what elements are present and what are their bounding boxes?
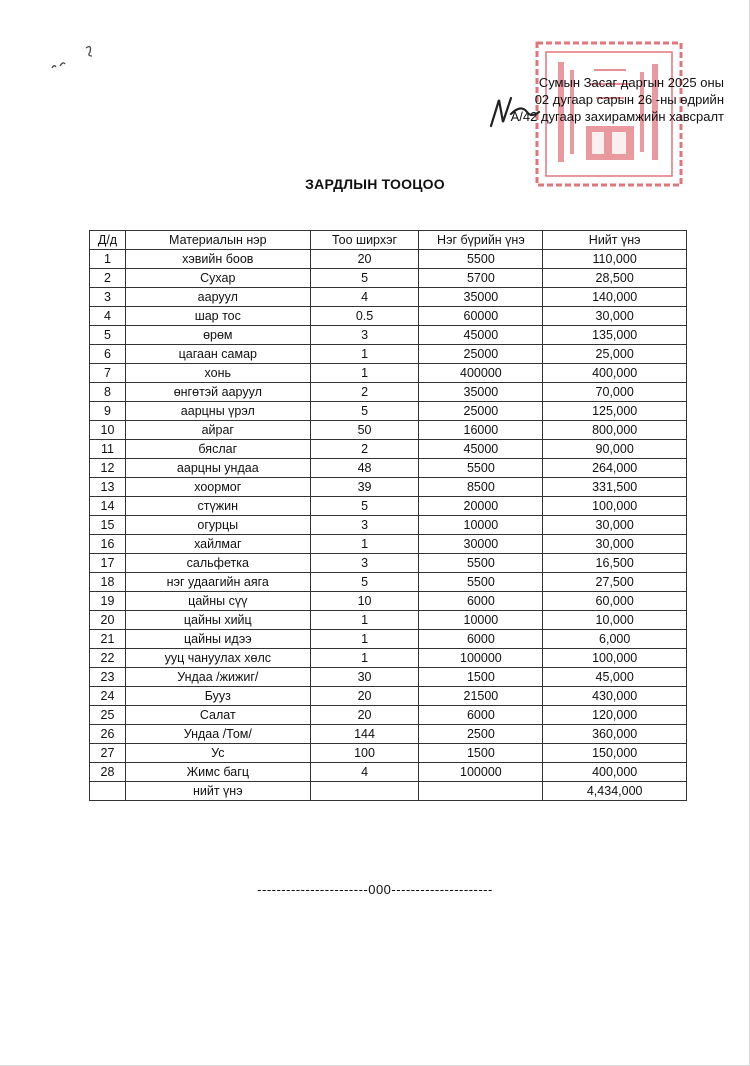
quantity-cell: 5: [310, 402, 419, 421]
total-price-cell: 800,000: [543, 421, 687, 440]
row-number-cell: 4: [90, 307, 126, 326]
quantity-cell: 3: [310, 516, 419, 535]
material-name-cell: огурцы: [125, 516, 310, 535]
end-separator: -----------------------000---------------------: [257, 882, 493, 897]
table-row: [90, 535, 687, 554]
quantity-cell: 20: [310, 250, 419, 269]
unit-price-cell: 1500: [419, 744, 543, 763]
row-number-cell: 19: [90, 592, 126, 611]
row-number-cell: 28: [90, 763, 126, 782]
unit-price-cell: 20000: [419, 497, 543, 516]
material-name-cell: хайлмаг: [125, 535, 310, 554]
quantity-cell: 1: [310, 345, 419, 364]
row-number-cell: 18: [90, 573, 126, 592]
material-name-cell: Жимс багц: [125, 763, 310, 782]
total-price-cell: 140,000: [543, 288, 687, 307]
total-price-cell: 70,000: [543, 383, 687, 402]
table-row: [90, 402, 687, 421]
material-name-cell: Бууз: [125, 687, 310, 706]
row-number-cell: 27: [90, 744, 126, 763]
unit-price-cell: 100000: [419, 649, 543, 668]
row-number-cell: 24: [90, 687, 126, 706]
total-price-cell: 45,000: [543, 668, 687, 687]
table-row: [90, 706, 687, 725]
unit-price-cell: 6000: [419, 706, 543, 725]
total-price-cell: 430,000: [543, 687, 687, 706]
unit-price-cell: 35000: [419, 383, 543, 402]
expense-table: [89, 230, 687, 801]
header-quantity: Тоо ширхэг: [310, 231, 419, 250]
total-price-cell: 400,000: [543, 364, 687, 383]
quantity-cell: 4: [310, 288, 419, 307]
table-row: [90, 630, 687, 649]
unit-price-cell: 10000: [419, 516, 543, 535]
material-name-cell: цайны сүү: [125, 592, 310, 611]
unit-price-cell: 5500: [419, 573, 543, 592]
unit-price-cell: 2500: [419, 725, 543, 744]
quantity-cell: 144: [310, 725, 419, 744]
table-row: [90, 440, 687, 459]
material-name-cell: Сухар: [125, 269, 310, 288]
total-value: 4,434,000: [543, 782, 687, 801]
material-name-cell: шар тос: [125, 307, 310, 326]
unit-price-cell: 400000: [419, 364, 543, 383]
unit-price-cell: 100000: [419, 763, 543, 782]
total-price-cell: 100,000: [543, 497, 687, 516]
signature: [485, 92, 545, 132]
material-name-cell: хонь: [125, 364, 310, 383]
row-number-cell: 5: [90, 326, 126, 345]
row-number-cell: 26: [90, 725, 126, 744]
total-price-cell: 120,000: [543, 706, 687, 725]
total-empty-cell: [90, 782, 126, 801]
material-name-cell: өрөм: [125, 326, 310, 345]
total-price-cell: 150,000: [543, 744, 687, 763]
handwritten-mark: [48, 40, 108, 76]
quantity-cell: 3: [310, 554, 419, 573]
row-number-cell: 21: [90, 630, 126, 649]
unit-price-cell: 6000: [419, 630, 543, 649]
material-name-cell: цагаан самар: [125, 345, 310, 364]
total-price-cell: 125,000: [543, 402, 687, 421]
row-number-cell: 25: [90, 706, 126, 725]
header-material-name: Материалын нэр: [125, 231, 310, 250]
quantity-cell: 1: [310, 611, 419, 630]
table-row: [90, 687, 687, 706]
row-number-cell: 15: [90, 516, 126, 535]
row-number-cell: 14: [90, 497, 126, 516]
table-row: [90, 478, 687, 497]
total-empty-cell: [419, 782, 543, 801]
material-name-cell: аарцны үрэл: [125, 402, 310, 421]
material-name-cell: айраг: [125, 421, 310, 440]
unit-price-cell: 16000: [419, 421, 543, 440]
total-price-cell: 27,500: [543, 573, 687, 592]
total-price-cell: 331,500: [543, 478, 687, 497]
quantity-cell: 20: [310, 687, 419, 706]
material-name-cell: стүжин: [125, 497, 310, 516]
total-price-cell: 60,000: [543, 592, 687, 611]
table-row: [90, 326, 687, 345]
material-name-cell: хэвийн боов: [125, 250, 310, 269]
row-number-cell: 9: [90, 402, 126, 421]
quantity-cell: 1: [310, 364, 419, 383]
header-unit-price: Нэг бүрийн үнэ: [419, 231, 543, 250]
total-label: нийт үнэ: [125, 782, 310, 801]
unit-price-cell: 21500: [419, 687, 543, 706]
unit-price-cell: 5500: [419, 554, 543, 573]
material-name-cell: нэг удаагийн аяга: [125, 573, 310, 592]
table-row: [90, 668, 687, 687]
quantity-cell: 3: [310, 326, 419, 345]
row-number-cell: 16: [90, 535, 126, 554]
material-name-cell: цайны хийц: [125, 611, 310, 630]
row-number-cell: 1: [90, 250, 126, 269]
quantity-cell: 1: [310, 630, 419, 649]
table-row: [90, 744, 687, 763]
row-number-cell: 7: [90, 364, 126, 383]
material-name-cell: Ус: [125, 744, 310, 763]
total-price-cell: 90,000: [543, 440, 687, 459]
quantity-cell: 48: [310, 459, 419, 478]
total-row: [90, 782, 687, 801]
unit-price-cell: 5500: [419, 250, 543, 269]
total-price-cell: 10,000: [543, 611, 687, 630]
unit-price-cell: 25000: [419, 402, 543, 421]
total-price-cell: 30,000: [543, 535, 687, 554]
quantity-cell: 100: [310, 744, 419, 763]
decree-line-3: А/42 дугаар захирамжийн хавсралт: [510, 109, 724, 124]
total-price-cell: 25,000: [543, 345, 687, 364]
unit-price-cell: 45000: [419, 440, 543, 459]
quantity-cell: 1: [310, 649, 419, 668]
unit-price-cell: 30000: [419, 535, 543, 554]
total-price-cell: 100,000: [543, 649, 687, 668]
unit-price-cell: 5500: [419, 459, 543, 478]
table-row: [90, 497, 687, 516]
header-total-price: Нийт үнэ: [543, 231, 687, 250]
quantity-cell: 5: [310, 573, 419, 592]
table-row: [90, 345, 687, 364]
material-name-cell: сальфетка: [125, 554, 310, 573]
decree-annex-note: [404, 74, 724, 125]
row-number-cell: 3: [90, 288, 126, 307]
unit-price-cell: 10000: [419, 611, 543, 630]
unit-price-cell: 60000: [419, 307, 543, 326]
quantity-cell: 39: [310, 478, 419, 497]
total-price-cell: 16,500: [543, 554, 687, 573]
material-name-cell: бяслаг: [125, 440, 310, 459]
unit-price-cell: 45000: [419, 326, 543, 345]
table-row: [90, 573, 687, 592]
quantity-cell: 10: [310, 592, 419, 611]
row-number-cell: 22: [90, 649, 126, 668]
table-row: [90, 288, 687, 307]
table-row: [90, 516, 687, 535]
row-number-cell: 12: [90, 459, 126, 478]
row-number-cell: 10: [90, 421, 126, 440]
total-price-cell: 110,000: [543, 250, 687, 269]
material-name-cell: өнгөтэй ааруул: [125, 383, 310, 402]
quantity-cell: 4: [310, 763, 419, 782]
total-price-cell: 360,000: [543, 725, 687, 744]
material-name-cell: Ундаа /Том/: [125, 725, 310, 744]
quantity-cell: 5: [310, 269, 419, 288]
material-name-cell: хоормог: [125, 478, 310, 497]
row-number-cell: 6: [90, 345, 126, 364]
material-name-cell: цайны идээ: [125, 630, 310, 649]
quantity-cell: 2: [310, 440, 419, 459]
material-name-cell: ууц чануулах хөлс: [125, 649, 310, 668]
document-title: ЗАРДЛЫН ТООЦОО: [305, 176, 445, 192]
table-row: [90, 307, 687, 326]
row-number-cell: 13: [90, 478, 126, 497]
unit-price-cell: 1500: [419, 668, 543, 687]
unit-price-cell: 5700: [419, 269, 543, 288]
row-number-cell: 23: [90, 668, 126, 687]
table-row: [90, 611, 687, 630]
table-row: [90, 421, 687, 440]
table-row: [90, 250, 687, 269]
row-number-cell: 11: [90, 440, 126, 459]
total-price-cell: 264,000: [543, 459, 687, 478]
total-price-cell: 30,000: [543, 516, 687, 535]
material-name-cell: аарцны ундаа: [125, 459, 310, 478]
material-name-cell: Салат: [125, 706, 310, 725]
decree-line-2: 02 дугаар сарын 26 -ны өдрийн: [534, 92, 724, 107]
quantity-cell: 30: [310, 668, 419, 687]
total-price-cell: 30,000: [543, 307, 687, 326]
unit-price-cell: 6000: [419, 592, 543, 611]
total-empty-cell: [310, 782, 419, 801]
unit-price-cell: 8500: [419, 478, 543, 497]
row-number-cell: 20: [90, 611, 126, 630]
total-price-cell: 400,000: [543, 763, 687, 782]
table-header-row: [90, 231, 687, 250]
quantity-cell: 2: [310, 383, 419, 402]
quantity-cell: 20: [310, 706, 419, 725]
table-row: [90, 649, 687, 668]
quantity-cell: 0.5: [310, 307, 419, 326]
table-row: [90, 364, 687, 383]
decree-line-1: Сумын Засаг даргын 2025 оны: [538, 75, 724, 90]
table-row: [90, 459, 687, 478]
table-row: [90, 383, 687, 402]
quantity-cell: 5: [310, 497, 419, 516]
table-row: [90, 763, 687, 782]
row-number-cell: 8: [90, 383, 126, 402]
unit-price-cell: 25000: [419, 345, 543, 364]
quantity-cell: 50: [310, 421, 419, 440]
quantity-cell: 1: [310, 535, 419, 554]
total-price-cell: 28,500: [543, 269, 687, 288]
unit-price-cell: 35000: [419, 288, 543, 307]
table-row: [90, 554, 687, 573]
header-number: Д/д: [90, 231, 126, 250]
material-name-cell: Ундаа /жижиг/: [125, 668, 310, 687]
row-number-cell: 2: [90, 269, 126, 288]
total-price-cell: 6,000: [543, 630, 687, 649]
table-row: [90, 269, 687, 288]
material-name-cell: ааруул: [125, 288, 310, 307]
total-price-cell: 135,000: [543, 326, 687, 345]
row-number-cell: 17: [90, 554, 126, 573]
table-row: [90, 592, 687, 611]
table-row: [90, 725, 687, 744]
